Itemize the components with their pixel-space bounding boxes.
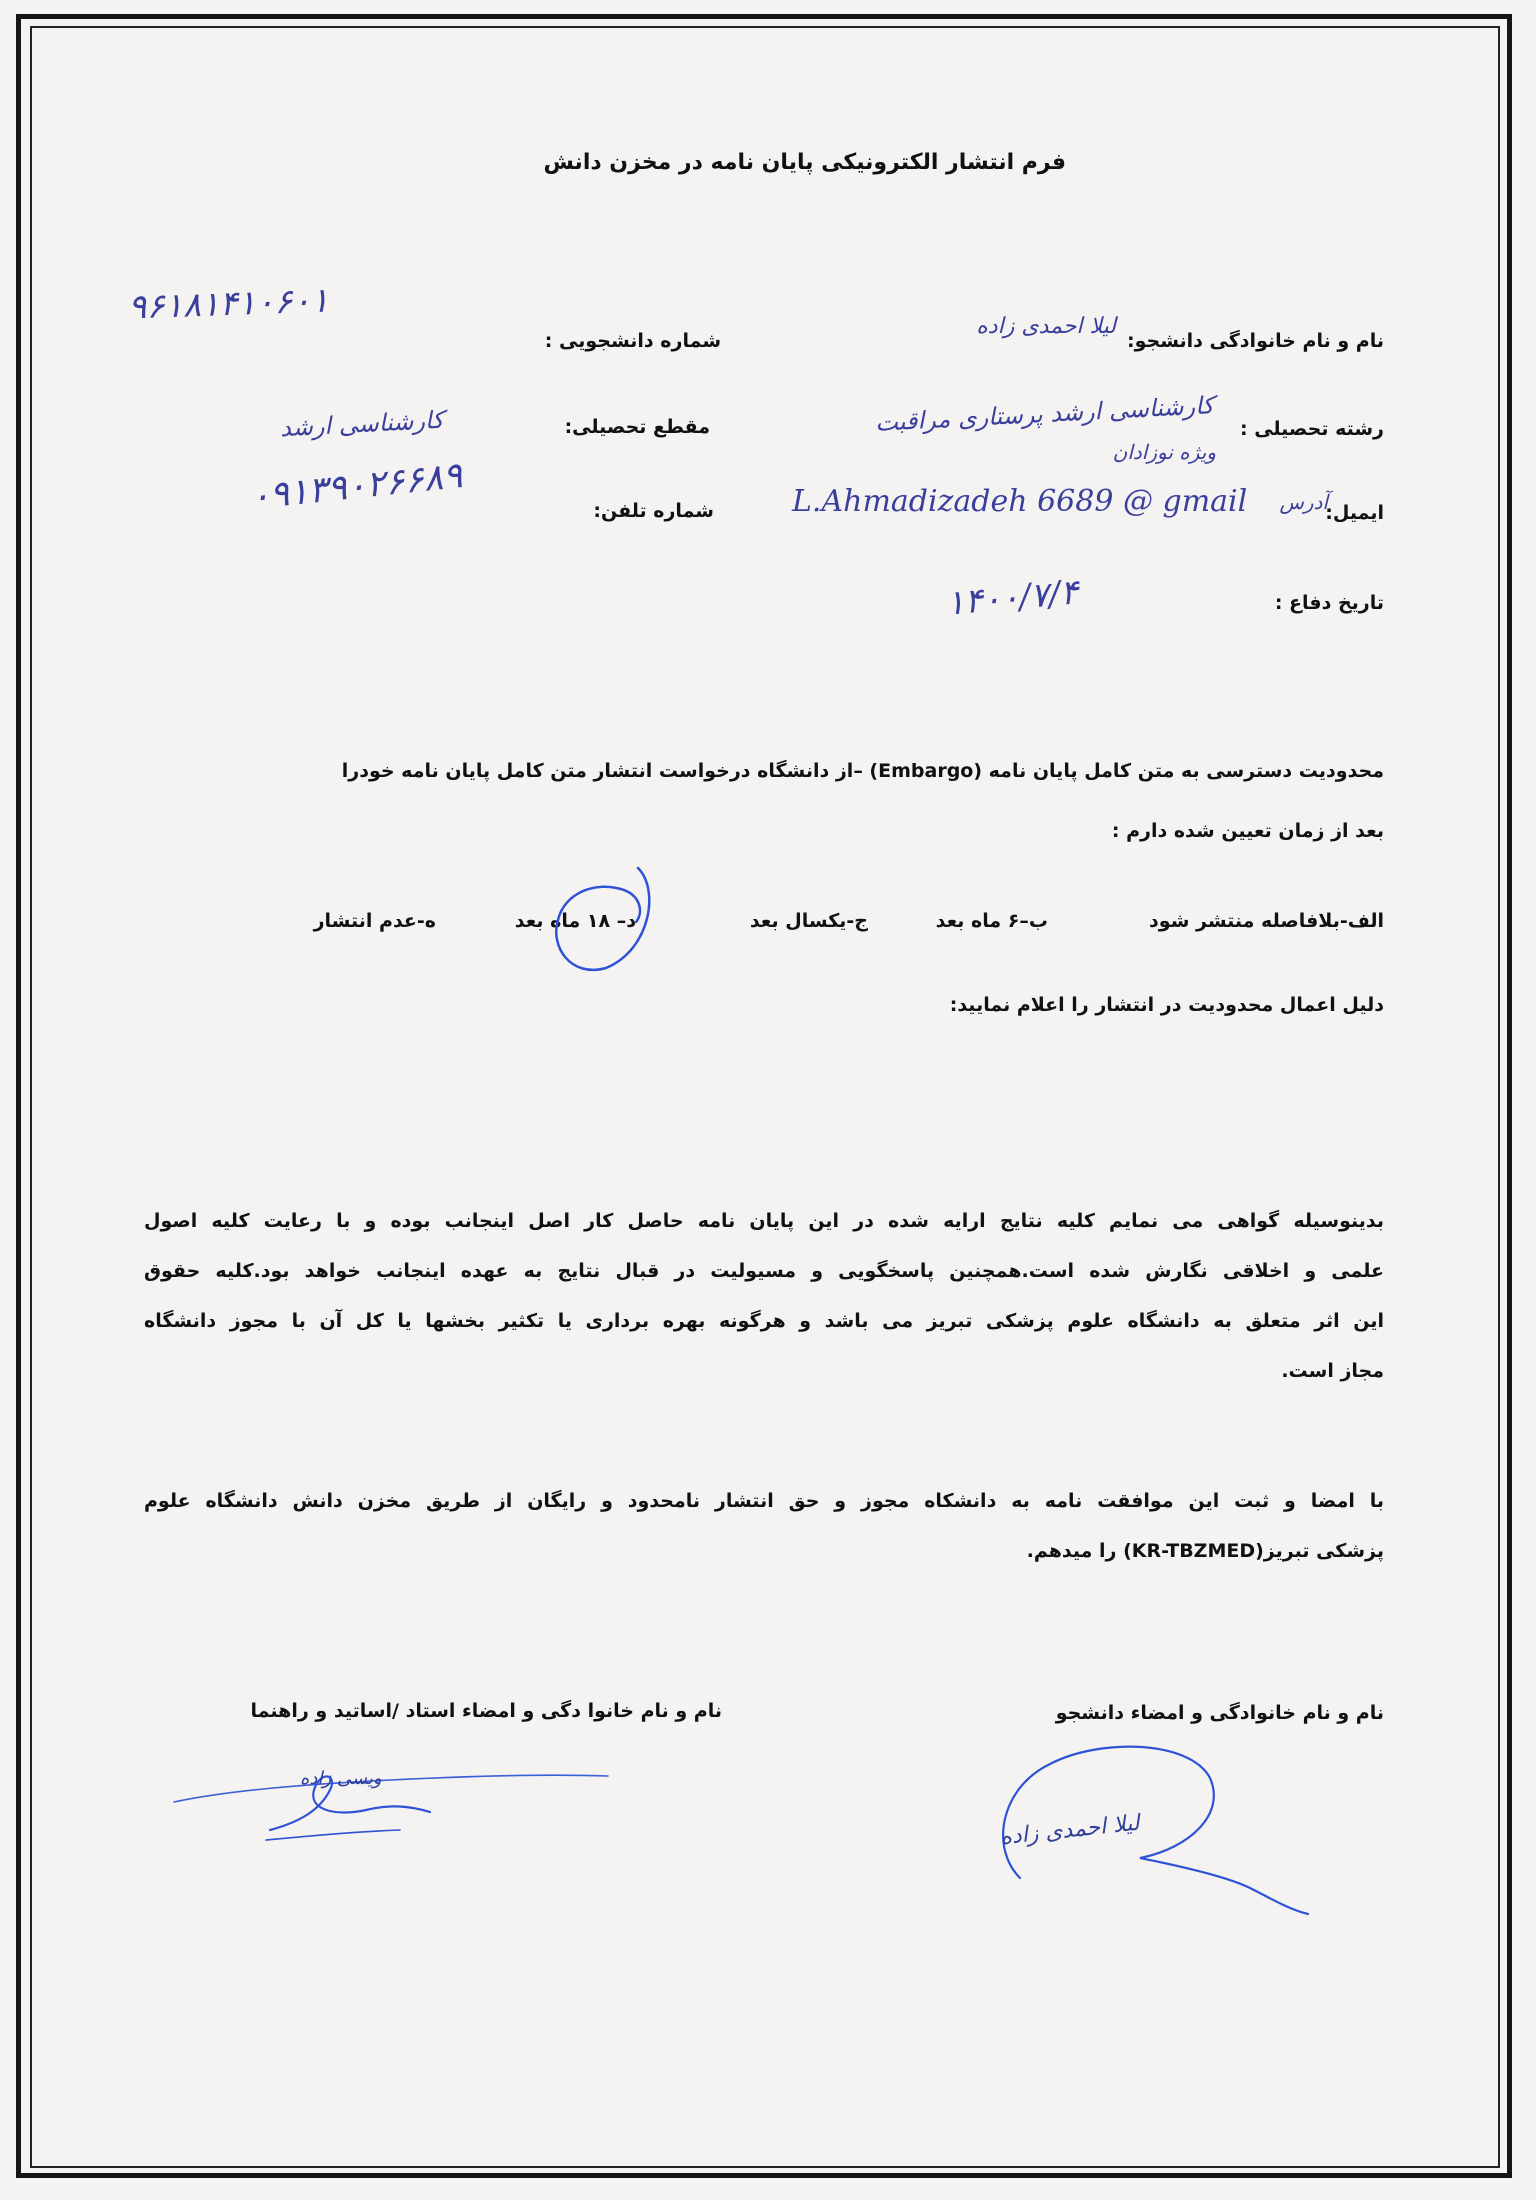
- license-text-part2: ) را میدهم.: [1026, 1540, 1132, 1562]
- embargo-line-1: [342, 760, 1384, 782]
- email-label: ایمیل:: [1325, 502, 1384, 524]
- student-signature-name: لیلا احمدی زاده: [999, 1810, 1141, 1851]
- embargo-option-b[interactable]: ب–۶ ماه بعد: [935, 910, 1048, 932]
- embargo-text-part1: محدودیت دسترسی به متن کامل پایان نامه (: [973, 760, 1384, 782]
- license-line-2: [144, 1526, 1384, 1576]
- degree-label: مقطع تحصیلی:: [564, 416, 710, 438]
- declaration-line-4: مجاز است.: [1281, 1360, 1384, 1382]
- selected-option-circle: [540, 850, 670, 980]
- phone-label: شماره تلفن:: [593, 500, 714, 522]
- embargo-keyword: Embargo: [878, 760, 974, 782]
- student-number-label: شماره دانشجویی :: [544, 330, 721, 352]
- supervisor-signature-label: نام و نام خانوا دگی و امضاء استاد /اساتید و راهنما: [250, 1700, 722, 1722]
- degree-value: کارشناسی ارشد: [279, 405, 445, 443]
- embargo-line-2: بعد از زمان تعیین شده دارم :: [1111, 820, 1384, 842]
- supervisor-signature-name: ویسی زاده: [300, 1768, 382, 1789]
- email-prefix: آدرس: [1279, 490, 1328, 514]
- declaration-line-3: این اثر متعلق به دانشگاه علوم پزشکی تبریز می باشد و هرگونه بهره برداری یا تکثیر بخشها یا کل آن با مجوز دانشگاه: [144, 1310, 1384, 1332]
- embargo-text-part2: ) –از دانشگاه درخواست انتشار متن کامل پایان نامه خودرا: [341, 760, 879, 782]
- embargo-option-d[interactable]: د– ۱۸ ماه بعد: [514, 910, 636, 932]
- email-value: L.Ahmadizadeh 6689 @ gmail: [792, 484, 1248, 519]
- phone-value: ۰۹۱۳۹۰۲۶۶۸۹: [248, 454, 465, 519]
- defense-date-label: تاریخ دفاع :: [1274, 592, 1384, 614]
- defense-date-value: ۱۴۰۰/۷/۴: [944, 572, 1080, 624]
- license-line-1: با امضا و ثبت این موافقت نامه به دانشکاه مجوز و حق انتشار نامحدود و رایگان از طریق مخزن دانش دانشگاه علوم: [144, 1490, 1384, 1512]
- embargo-option-e[interactable]: ه-عدم انتشار: [313, 910, 436, 932]
- student-number-value: ۹۶۱۸۱۴۱۰۶۰۱: [127, 280, 330, 328]
- student-signature-label: نام و نام خانوادگی و امضاء دانشجو: [1055, 1702, 1384, 1724]
- license-paragraph: [144, 1476, 1384, 1576]
- declaration-line-2: علمی و اخلاقی نگارش شده است.همچنین پاسخگویی و مسیولیت در قبال نتایج به عهده اینجانب خواهد بود.کلیه حقوق: [144, 1260, 1384, 1282]
- embargo-option-c[interactable]: ج-یکسال بعد: [749, 910, 868, 932]
- student-name-value: لیلا احمدی زاده: [976, 314, 1116, 339]
- major-label: رشته تحصیلی :: [1239, 418, 1384, 440]
- license-text-part1: پزشکی تبریز(: [1255, 1540, 1384, 1562]
- form-title: فرم انتشار الکترونیکی پایان نامه در مخزن دانش: [543, 150, 1066, 175]
- embargo-reason-label: دلیل اعمال محدودیت در انتشار را اعلام نمایید:: [949, 994, 1384, 1016]
- major-value: کارشناسی ارشد پرستاری مراقبت: [874, 391, 1215, 437]
- license-keyword: KR-TBZMED: [1131, 1540, 1256, 1562]
- student-name-label: نام و نام خانوادگی دانشجو:: [1126, 330, 1384, 352]
- declaration-paragraph: [144, 1196, 1384, 1396]
- major-value-line2: ویژه نوزادان: [1112, 440, 1216, 464]
- embargo-option-a[interactable]: الف-بلافاصله منتشر شود: [1149, 910, 1384, 932]
- supervisor-signature-ink: [170, 1760, 610, 1850]
- declaration-line-1: بدینوسیله گواهی می نمایم کلیه نتایج ارایه شده در این پایان نامه حاصل کار اصل اینجانب بوده و با رعایت کلیه اصول: [144, 1210, 1384, 1232]
